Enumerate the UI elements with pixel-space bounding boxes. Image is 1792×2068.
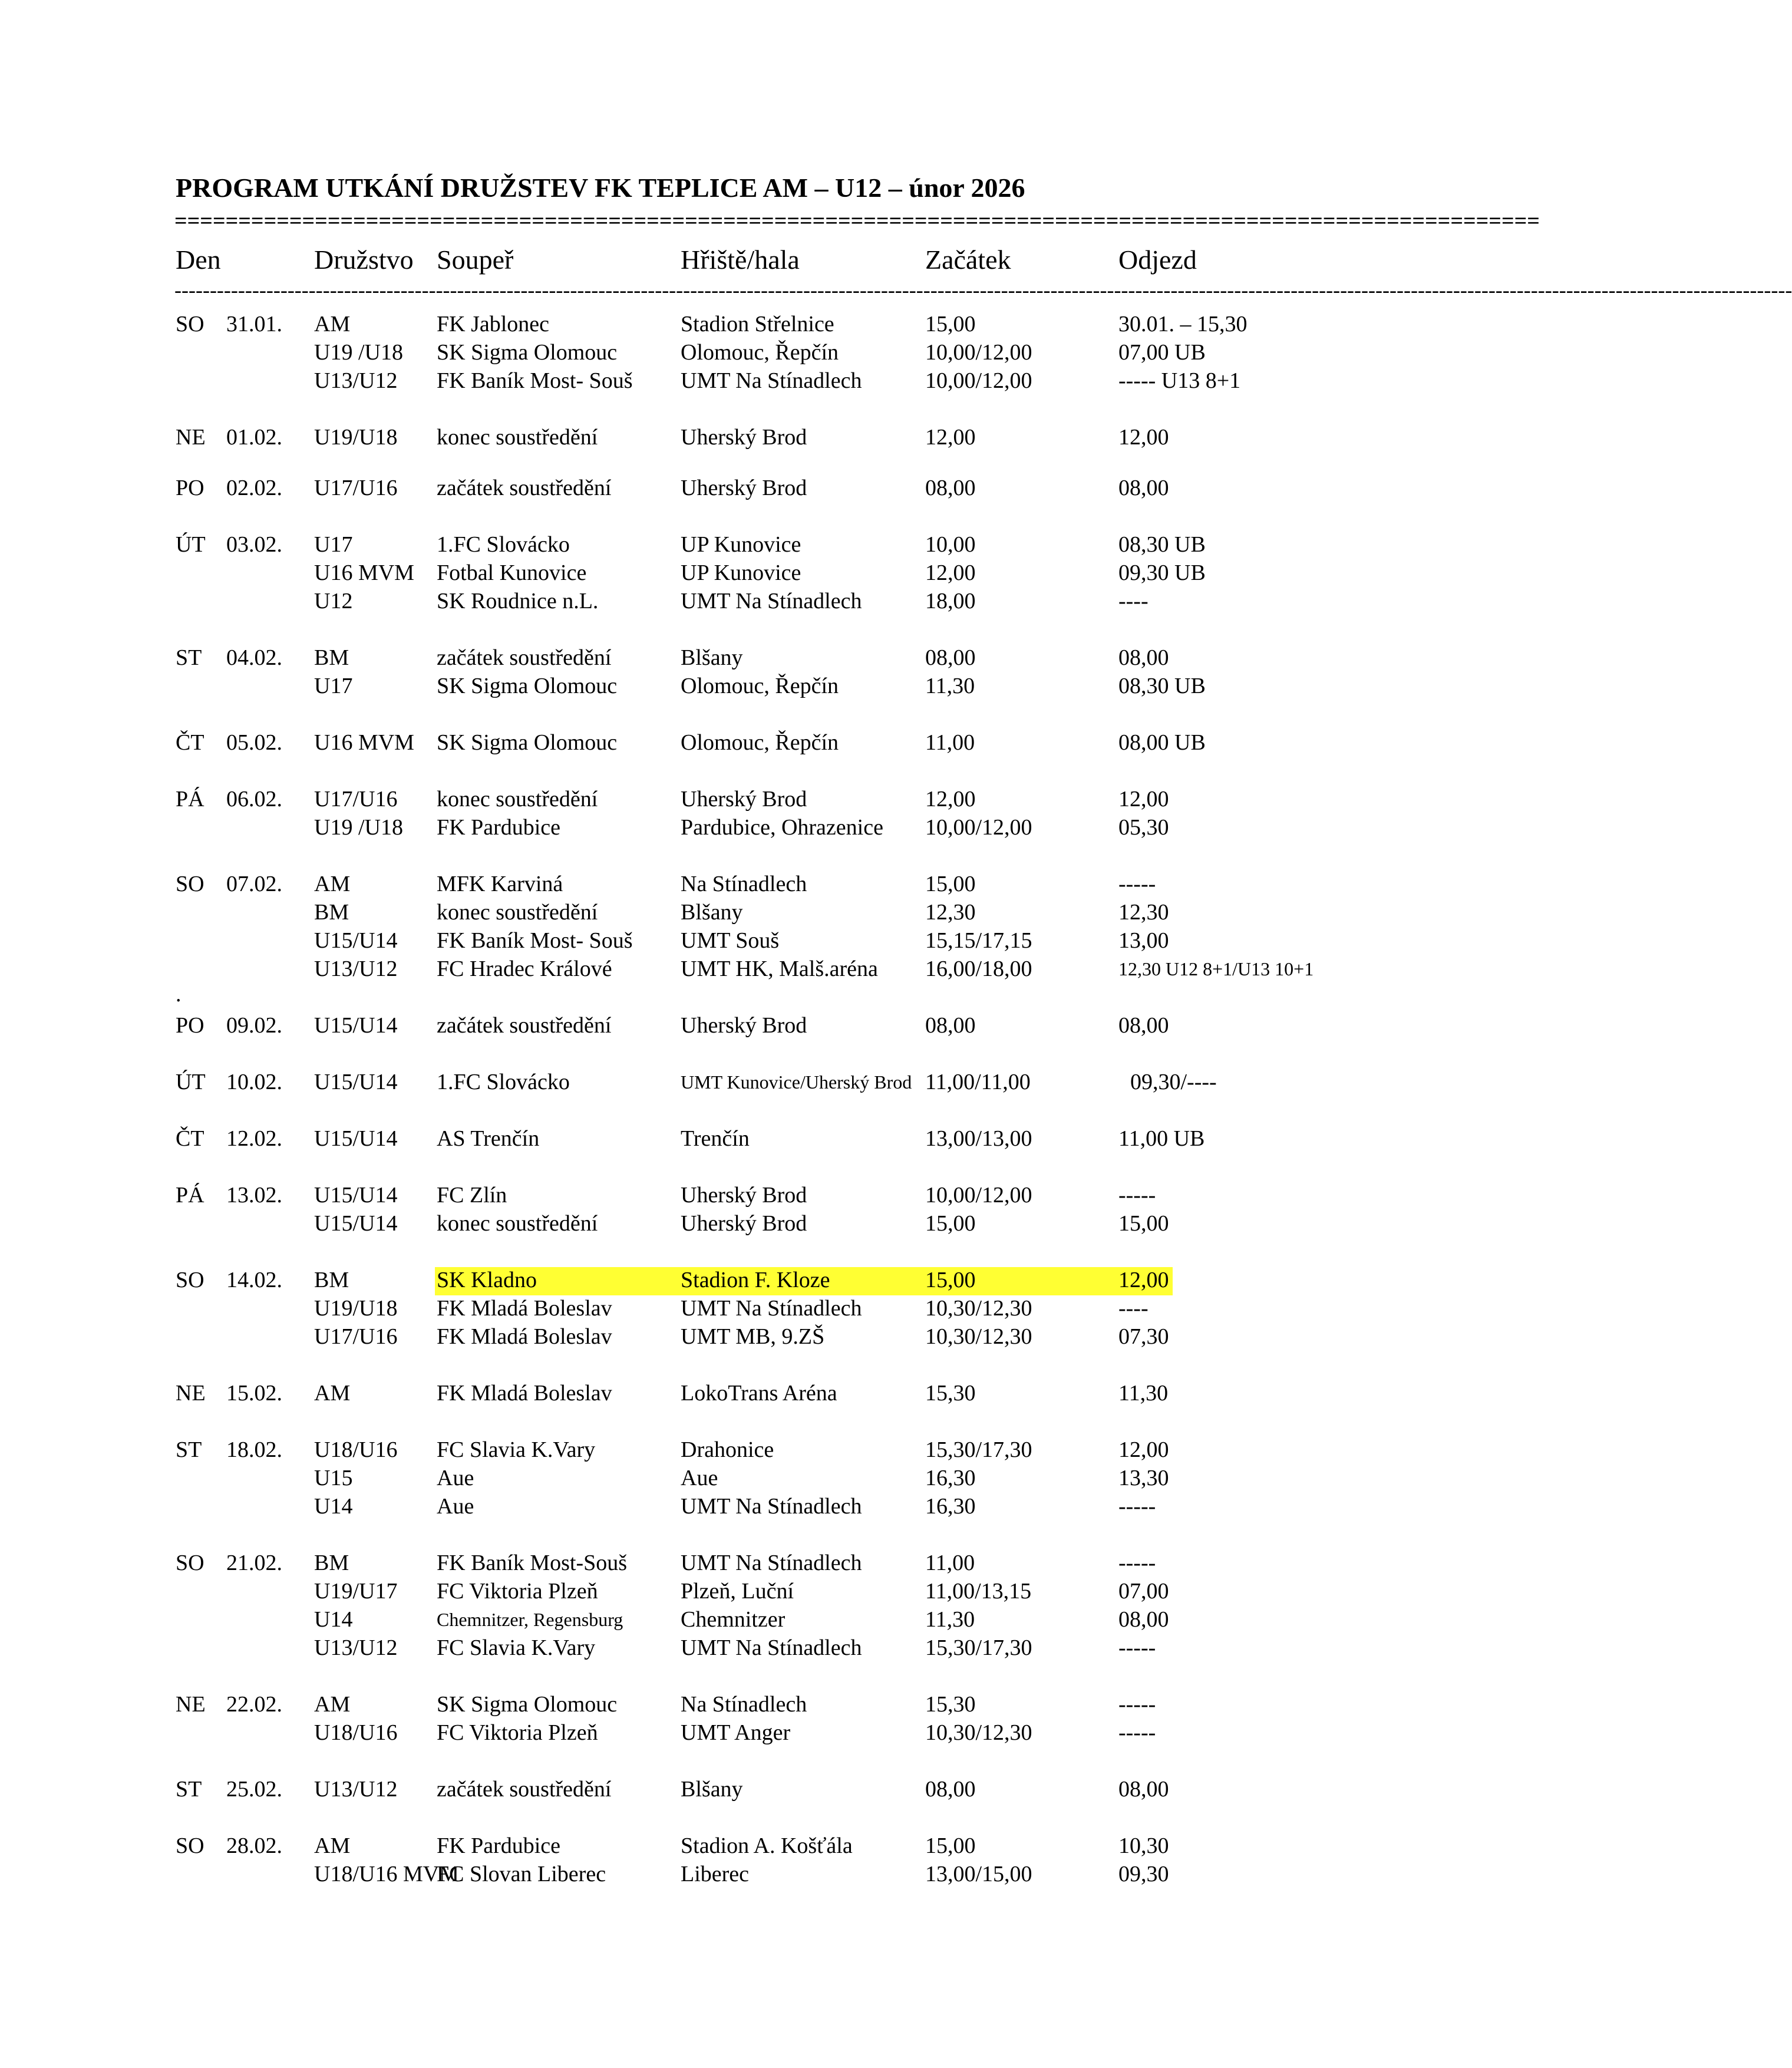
cell-start: 15,00 [925,1833,976,1858]
cell-departure: 09,30/---- [1130,1070,1217,1094]
cell-departure: 13,00 [1118,928,1169,953]
cell-team: U18/U16 [314,1437,398,1462]
cell-start: 08,00 [925,1013,976,1038]
cell-start: 10,30/12,30 [925,1720,1032,1745]
cell-opponent: SK Roudnice n.L. [437,589,599,614]
cell-venue: Uherský Brod [681,425,807,450]
cell-day: NE [176,1381,206,1406]
cell-opponent: Aue [437,1494,474,1519]
cell-team: U15/U14 [314,1211,398,1236]
cell-team: BM [314,1268,349,1292]
cell-departure: 07,30 [1118,1324,1169,1349]
page-title: PROGRAM UTKÁNÍ DRUŽSTEV FK TEPLICE AM – U12 – únor 2026 [176,173,1025,203]
cell-departure: 13,30 [1118,1466,1169,1490]
cell-team: BM [314,645,349,670]
cell-date: 04.02. [226,645,282,670]
cell-start: 11,00 [925,730,975,755]
cell-team: U12 [314,589,353,614]
cell-opponent: SK Sigma Olomouc [437,1692,618,1717]
cell-opponent: začátek soustředění [437,476,612,500]
cell-team: U18/U16 [314,1720,398,1745]
cell-day: SO [176,872,204,896]
cell-date: 09.02. [226,1013,282,1038]
cell-departure: 10,30 [1118,1833,1169,1858]
cell-venue: UMT Na Stínadlech [681,1494,862,1519]
cell-team: U17/U16 [314,787,398,812]
cell-departure: ----- U13 8+1 [1118,368,1241,393]
cell-venue: UMT Na Stínadlech [681,368,862,393]
cell-opponent: začátek soustředění [437,645,612,670]
cell-start: 16,30 [925,1466,976,1490]
cell-team: U13/U12 [314,957,398,981]
cell-start: 13,00/15,00 [925,1862,1032,1886]
cell-start: 10,00/12,00 [925,1183,1032,1208]
cell-opponent: SK Sigma Olomouc [437,730,618,755]
cell-opponent: SK Kladno [437,1268,537,1292]
cell-start: 16,30 [925,1494,976,1519]
cell-opponent: FK Pardubice [437,1833,561,1858]
cell-day: ÚT [176,532,206,557]
header-odjezd: Odjezd [1118,245,1197,275]
single-rule: ------------------------------------------------------------------------------------------------------------------------------------------------------------------------------------------------------------------------------------- [174,278,1792,302]
cell-team: BM [314,900,349,925]
cell-team: U15/U14 [314,1013,398,1038]
cell-venue: Olomouc, Řepčín [681,674,839,698]
cell-departure: 07,00 UB [1118,340,1206,365]
cell-team: AM [314,872,351,896]
cell-venue: Blšany [681,645,743,670]
cell-start: 15,00 [925,872,976,896]
cell-start: 08,00 [925,645,976,670]
cell-date: 14.02. [226,1268,282,1292]
cell-opponent: FC Viktoria Plzeň [437,1720,598,1745]
cell-day: SO [176,312,204,337]
cell-start: 15,00 [925,1268,976,1292]
cell-venue: Chemnitzer [681,1607,786,1632]
cell-opponent: AS Trenčín [437,1126,540,1151]
cell-start: 12,00 [925,560,976,585]
cell-date: 10.02. [226,1070,282,1094]
cell-start: 12,00 [925,425,976,450]
cell-team: U17 [314,532,353,557]
cell-team: U19/U17 [314,1579,398,1604]
cell-start: 08,00 [925,476,976,500]
cell-venue: Plzeň, Luční [681,1579,794,1604]
cell-start: 10,30/12,30 [925,1324,1032,1349]
cell-date: 15.02. [226,1381,282,1406]
cell-opponent: FK Pardubice [437,815,561,840]
cell-venue: Na Stínadlech [681,872,807,896]
cell-day: SO [176,1551,204,1575]
cell-departure: ----- [1118,1551,1156,1575]
cell-venue: Trenčín [681,1126,750,1151]
cell-opponent: FC Slavia K.Vary [437,1437,596,1462]
cell-venue: Aue [681,1466,718,1490]
cell-departure: 11,30 [1118,1381,1169,1406]
cell-departure: 05,30 [1118,815,1169,840]
cell-start: 15,15/17,15 [925,928,1032,953]
cell-departure: 11,00 UB [1118,1126,1205,1151]
cell-opponent: FC Slovan Liberec [437,1862,606,1886]
cell-departure: ----- [1118,1494,1156,1519]
cell-start: 10,00 [925,532,976,557]
cell-venue: Stadion F. Kloze [681,1268,830,1292]
cell-venue: Uherský Brod [681,1013,807,1038]
cell-departure: 08,30 UB [1118,674,1206,698]
cell-team: U16 MVM [314,730,414,755]
cell-team: U13/U12 [314,1777,398,1802]
cell-departure: 12,30 [1118,900,1169,925]
cell-departure: ----- [1118,1183,1156,1208]
cell-venue: Uherský Brod [681,1183,807,1208]
cell-start: 12,30 [925,900,976,925]
cell-start: 15,30/17,30 [925,1635,1032,1660]
header-den: Den [176,245,221,275]
cell-team: U15 [314,1466,353,1490]
cell-opponent: konec soustředění [437,900,598,925]
cell-opponent: FC Hradec Králové [437,957,612,981]
header-druzstvo: Družstvo [314,245,414,275]
cell-start: 11,00/13,15 [925,1579,1032,1604]
cell-venue: UP Kunovice [681,532,801,557]
cell-date: 12.02. [226,1126,282,1151]
cell-team: AM [314,1692,351,1717]
cell-departure: 08,00 [1118,645,1169,670]
cell-start: 15,00 [925,312,976,337]
cell-venue: Stadion Střelnice [681,312,834,337]
cell-day: ST [176,645,202,670]
cell-venue: Blšany [681,1777,743,1802]
cell-day: SO [176,1268,204,1292]
cell-departure: 12,00 [1118,1437,1169,1462]
cell-opponent: FK Jablonec [437,312,550,337]
cell-venue: Uherský Brod [681,476,807,500]
cell-departure: 09,30 [1118,1862,1169,1886]
cell-departure: 07,00 [1118,1579,1169,1604]
cell-departure: 12,30 U12 8+1/U13 10+1 [1118,958,1314,979]
cell-day: NE [176,1692,206,1717]
cell-venue: UMT Kunovice/Uherský Brod [681,1071,912,1093]
cell-date: 22.02. [226,1692,282,1717]
cell-departure: ----- [1118,1635,1156,1660]
cell-team: U15/U14 [314,1183,398,1208]
cell-start: 15,30 [925,1381,976,1406]
cell-start: 15,30/17,30 [925,1437,1032,1462]
cell-opponent: 1.FC Slovácko [437,1070,570,1094]
cell-venue: Blšany [681,900,743,925]
cell-departure: 30.01. – 15,30 [1118,312,1248,337]
cell-departure: ----- [1118,872,1156,896]
cell-day: SO [176,1833,204,1858]
cell-team: U13/U12 [314,368,398,393]
cell-opponent: Chemnitzer, Regensburg [437,1609,623,1630]
cell-team: U16 MVM [314,560,414,585]
cell-venue: UP Kunovice [681,560,801,585]
cell-date: 03.02. [226,532,282,557]
cell-start: 10,00/12,00 [925,815,1032,840]
cell-team: BM [314,1551,349,1575]
cell-venue: UMT Na Stínadlech [681,1635,862,1660]
cell-date: 21.02. [226,1551,282,1575]
cell-venue: UMT HK, Malš.aréna [681,957,878,981]
cell-start: 11,30 [925,674,975,698]
cell-departure: 08,00 [1118,1777,1169,1802]
cell-team: U17/U16 [314,476,398,500]
cell-departure: ----- [1118,1692,1156,1717]
cell-opponent: 1.FC Slovácko [437,532,570,557]
cell-day: PO [176,476,204,500]
header-souper: Soupeř [437,245,514,275]
cell-day: PÁ [176,787,204,812]
cell-opponent: SK Sigma Olomouc [437,674,618,698]
cell-opponent: Aue [437,1466,474,1490]
cell-date: 31.01. [226,312,282,337]
cell-departure: 09,30 UB [1118,560,1206,585]
cell-departure: ---- [1118,589,1149,614]
cell-team: U19 /U18 [314,340,403,365]
cell-departure: 12,00 [1118,787,1169,812]
cell-opponent: FK Mladá Boleslav [437,1381,612,1406]
cell-date: 01.02. [226,425,282,450]
cell-opponent: konec soustředění [437,787,598,812]
cell-start: 11,00/11,00 [925,1070,1031,1094]
cell-start: 13,00/13,00 [925,1126,1032,1151]
cell-venue: UMT Souš [681,928,780,953]
cell-team: U15/U14 [314,1070,398,1094]
cell-venue: Olomouc, Řepčín [681,730,839,755]
cell-departure: 08,00 [1118,1013,1169,1038]
cell-team: U17/U16 [314,1324,398,1349]
cell-opponent: FC Zlín [437,1183,507,1208]
cell-opponent: konec soustředění [437,425,598,450]
cell-start: 16,00/18,00 [925,957,1032,981]
cell-departure: ----- [1118,1720,1156,1745]
cell-team: U19/U18 [314,425,398,450]
cell-opponent: MFK Karviná [437,872,563,896]
cell-team: U17 [314,674,353,698]
cell-departure: 08,00 [1118,1607,1169,1632]
cell-opponent: začátek soustředění [437,1013,612,1038]
cell-venue: Pardubice, Ohrazenice [681,815,883,840]
cell-venue: UMT Na Stínadlech [681,1296,862,1321]
cell-venue: UMT MB, 9.ZŠ [681,1324,825,1349]
cell-team: U19/U18 [314,1296,398,1321]
cell-departure: 12,00 [1118,425,1169,450]
cell-date: 02.02. [226,476,282,500]
cell-day: ČT [176,730,204,755]
cell-venue: UMT Anger [681,1720,791,1745]
cell-date: 18.02. [226,1437,282,1462]
cell-team: U14 [314,1494,353,1519]
cell-opponent: SK Sigma Olomouc [437,340,618,365]
cell-venue: Olomouc, Řepčín [681,340,839,365]
cell-venue: UMT Na Stínadlech [681,1551,862,1575]
cell-start: 12,00 [925,787,976,812]
cell-day: ST [176,1437,202,1462]
cell-start: 10,00/12,00 [925,368,1032,393]
cell-opponent: začátek soustředění [437,1777,612,1802]
cell-departure: 08,00 [1118,476,1169,500]
cell-start: 18,00 [925,589,976,614]
cell-venue: Uherský Brod [681,1211,807,1236]
cell-opponent: FK Mladá Boleslav [437,1296,612,1321]
cell-opponent: FK Mladá Boleslav [437,1324,612,1349]
double-rule: =========================================================================================================== [174,209,1540,233]
cell-start: 11,00 [925,1551,975,1575]
cell-opponent: FK Baník Most- Souš [437,368,633,393]
cell-departure: 08,00 UB [1118,730,1206,755]
cell-opponent: FK Baník Most-Souš [437,1551,628,1575]
cell-team: AM [314,1381,351,1406]
cell-opponent: FC Slavia K.Vary [437,1635,596,1660]
cell-day: ČT [176,1126,204,1151]
cell-start: 08,00 [925,1777,976,1802]
cell-venue: Na Stínadlech [681,1692,807,1717]
cell-opponent: FC Viktoria Plzeň [437,1579,598,1604]
cell-date: 07.02. [226,872,282,896]
cell-day: NE [176,425,206,450]
stray-dot: . [176,982,181,1007]
cell-venue: LokoTrans Aréna [681,1381,837,1406]
cell-date: 25.02. [226,1777,282,1802]
cell-date: 06.02. [226,787,282,812]
cell-start: 15,30 [925,1692,976,1717]
cell-team: U19 /U18 [314,815,403,840]
header-hriste: Hřiště/hala [681,245,800,275]
cell-team: U15/U14 [314,928,398,953]
cell-start: 10,30/12,30 [925,1296,1032,1321]
cell-departure: 08,30 UB [1118,532,1206,557]
cell-departure: 12,00 [1118,1268,1169,1292]
cell-date: 05.02. [226,730,282,755]
cell-opponent: konec soustředění [437,1211,598,1236]
cell-start: 15,00 [925,1211,976,1236]
cell-day: ÚT [176,1070,206,1094]
cell-team: AM [314,1833,351,1858]
cell-date: 28.02. [226,1833,282,1858]
cell-venue: Liberec [681,1862,750,1886]
header-zacatek: Začátek [925,245,1011,275]
cell-venue: UMT Na Stínadlech [681,589,862,614]
cell-departure: ---- [1118,1296,1149,1321]
cell-venue: Stadion A. Košťála [681,1833,853,1858]
cell-start: 11,30 [925,1607,975,1632]
cell-day: PÁ [176,1183,204,1208]
cell-start: 10,00/12,00 [925,340,1032,365]
cell-team: U15/U14 [314,1126,398,1151]
cell-day: ST [176,1777,202,1802]
cell-date: 13.02. [226,1183,282,1208]
cell-team: U18/U16 MVM [314,1862,459,1886]
cell-venue: Uherský Brod [681,787,807,812]
cell-team: U14 [314,1607,353,1632]
cell-opponent: Fotbal Kunovice [437,560,587,585]
cell-day: PO [176,1013,204,1038]
cell-opponent: FK Baník Most- Souš [437,928,633,953]
cell-team: AM [314,312,351,337]
cell-departure: 15,00 [1118,1211,1169,1236]
cell-venue: Drahonice [681,1437,774,1462]
cell-team: U13/U12 [314,1635,398,1660]
